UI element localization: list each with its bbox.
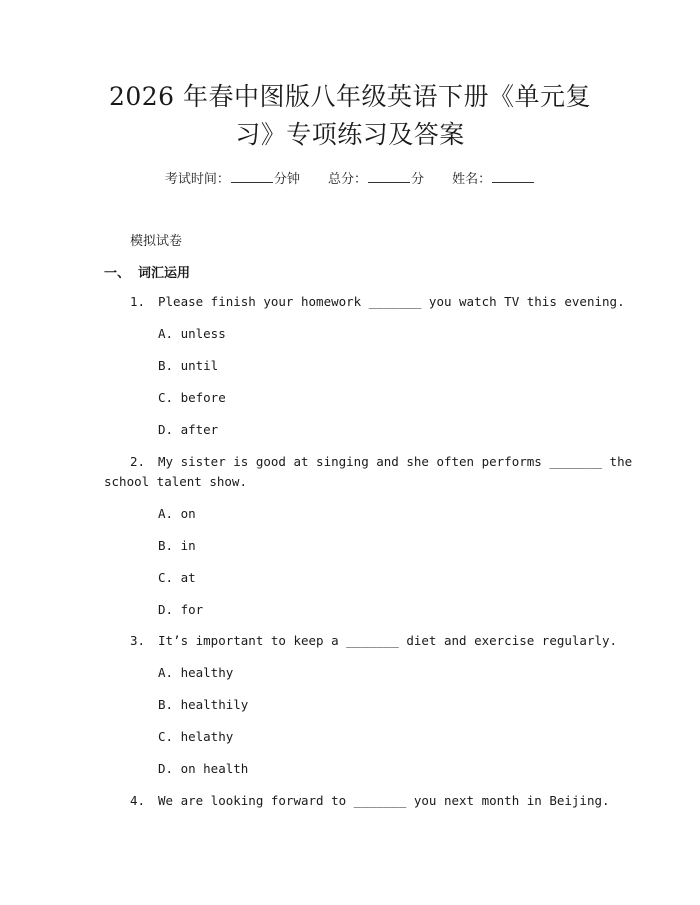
question-text: Please finish your homework _______ you watch TV this evening.: [158, 294, 625, 309]
student-name: [452, 168, 535, 187]
option-d[interactable]: D. after: [158, 422, 219, 437]
question-text: We are looking forward to _______ you next month in Beijing.: [158, 793, 610, 808]
question-number: 3.: [130, 633, 146, 648]
exam-time-blank: [231, 170, 273, 183]
total-score: [328, 168, 424, 187]
total-score-label: 总分：: [327, 172, 367, 187]
option-a[interactable]: A. on: [158, 506, 196, 521]
option-d[interactable]: D. for: [158, 602, 204, 617]
option-b[interactable]: B. until: [158, 358, 219, 373]
option-c[interactable]: C. helathy: [158, 729, 234, 744]
option-a[interactable]: A. unless: [158, 326, 226, 341]
exam-time: [165, 168, 300, 187]
student-name-label: 姓名：: [452, 172, 492, 187]
option-d[interactable]: D. on health: [158, 761, 249, 776]
exam-time-unit: 分钟: [273, 172, 300, 187]
question-number: 1.: [130, 294, 146, 309]
title-line-2: 习》专项练习及答案: [235, 120, 465, 149]
option-c[interactable]: C. at: [158, 570, 196, 585]
question-text: My sister is good at singing and she often performs _______ the: [158, 454, 633, 469]
section-title: 词汇运用: [138, 266, 191, 281]
option-b[interactable]: B. in: [158, 538, 196, 553]
title-line-1: 2026 年春中图版八年级英语下册《单元复: [108, 82, 592, 111]
option-a[interactable]: A. healthy: [158, 665, 234, 680]
question-text-continued: school talent show.: [104, 474, 247, 489]
question-number: 2.: [130, 454, 146, 469]
section-heading: [104, 262, 190, 281]
exam-meta-line: [0, 168, 700, 187]
total-score-blank: [368, 170, 410, 183]
total-score-unit: 分: [411, 172, 425, 187]
student-name-blank: [492, 170, 534, 183]
option-c[interactable]: C. before: [158, 390, 226, 405]
question-text: It’s important to keep a _______ diet and exercise regularly.: [158, 633, 618, 648]
exam-time-label: 考试时间：: [164, 172, 230, 187]
section-label: 模拟试卷: [130, 234, 183, 249]
option-b[interactable]: B. healthily: [158, 697, 249, 712]
page-title: [0, 78, 700, 154]
question-number: 4.: [130, 793, 146, 808]
section-number: 一、: [104, 266, 131, 281]
